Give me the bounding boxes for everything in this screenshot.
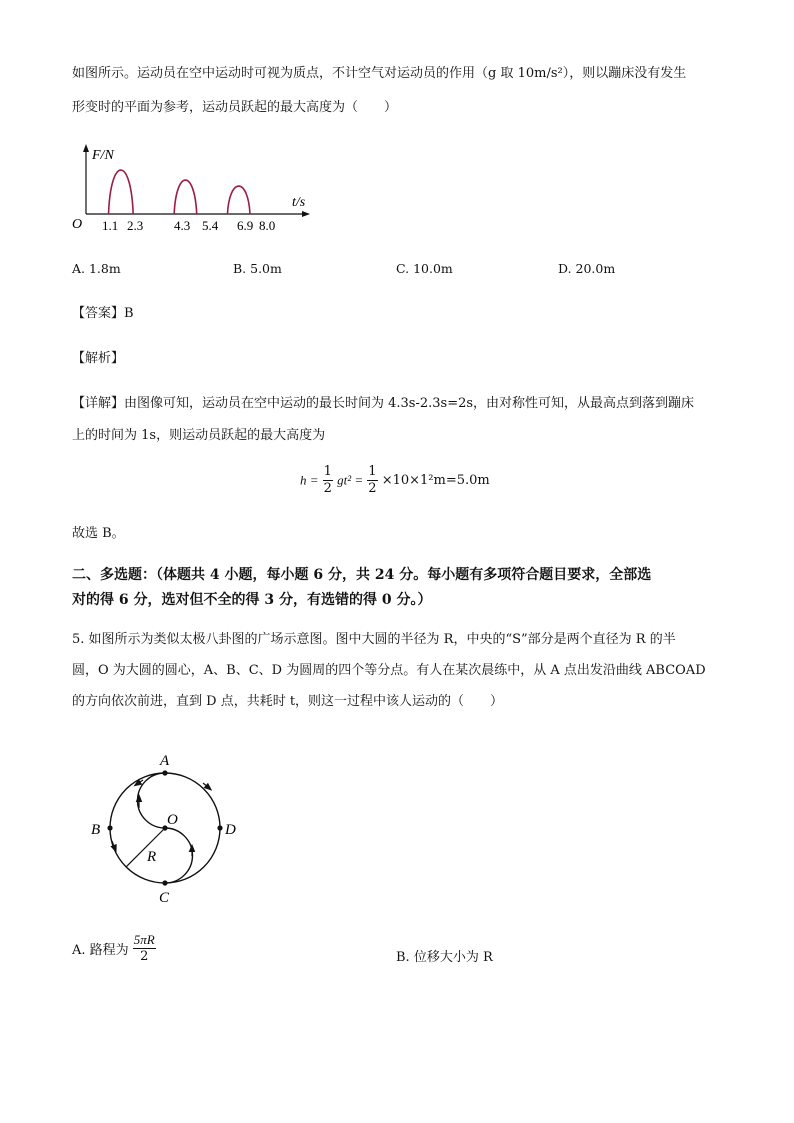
tick-4.3: 4.3 [174, 218, 191, 233]
q4-detail-line2: 上的时间为 1s，则运动员跃起的最大高度为 [72, 428, 326, 443]
q4-formula [300, 464, 490, 497]
fraction-2-numerator: 1 [368, 464, 377, 479]
q4-option-a[interactable]: A. 1.8m [72, 261, 121, 276]
q5-option-b[interactable]: B. 位移大小为 R [396, 950, 493, 965]
y-axis-label: F/N [92, 148, 114, 163]
force-pulse-3 [227, 186, 250, 214]
tick-1.1: 1.1 [102, 218, 119, 233]
point-a [162, 770, 167, 775]
s-curve-lower [165, 828, 192, 883]
tick-6.9: 6.9 [237, 218, 254, 233]
y-axis-arrow [83, 144, 89, 152]
q4-option-c[interactable]: C. 10.0m [396, 261, 453, 276]
label-r: R [147, 849, 157, 865]
formula-fraction-1 [323, 464, 333, 497]
label-o: O [167, 812, 178, 828]
q4-stem-line1: 如图所示。运动员在空中运动时可视为质点，不计空气对运动员的作用（g 取 10m/s²），则以蹦床没有发生 [72, 66, 687, 81]
point-d [217, 825, 222, 830]
fraction-1-numerator: 1 [323, 464, 332, 479]
x-axis-arrow [302, 211, 310, 217]
q4-option-b[interactable]: B. 5.0m [233, 261, 282, 276]
section-heading-line2: 对的得 6 分，选对但不全的得 3 分，有选错的得 0 分。） [72, 592, 432, 608]
section-heading-line1: 二、多选题：（体题共 4 小题，每小题 6 分，共 24 分。每小题有多项符合题目要求，全部选 [72, 567, 652, 583]
origin-label: O [72, 217, 83, 232]
q5-option-a[interactable] [72, 932, 156, 965]
force-pulses [109, 170, 250, 214]
formula-lhs: h = [300, 472, 319, 488]
formula-fraction-2 [367, 464, 377, 497]
q5-option-a-prefix: A. 路程为 [72, 943, 129, 958]
point-b [107, 825, 112, 830]
force-pulse-1 [109, 170, 134, 214]
q5-stem-line2: 圆，O 为大圆的圆心，A、B、C、D 为圆周的四个等分点。有人在某次晨练中，从 A 点出发沿曲线 ABCOAD [72, 663, 706, 678]
fraction-1-denominator: 2 [323, 481, 332, 496]
label-c: C [159, 890, 170, 906]
radius-line [126, 828, 165, 867]
tick-2.3: 2.3 [127, 218, 144, 233]
q5-stem-line1: 5. 如图所示为类似太极八卦图的广场示意图。图中大圆的半径为 R，中央的“S”部分是两个直径为 R 的半 [72, 632, 676, 647]
arrow-ad [203, 783, 209, 788]
tick-8.0: 8.0 [259, 218, 276, 233]
q5-option-a-denominator: 2 [140, 949, 149, 964]
q5-stem-line3: 的方向依次前进，直到 D 点，共耗时 t，则这一过程中该人运动的（ ） [72, 694, 504, 709]
force-pulse-2 [174, 180, 197, 214]
q5-option-a-numerator: 5πR [133, 932, 155, 947]
label-a: A [160, 753, 170, 769]
x-axis-label: t/s [292, 195, 306, 210]
point-c [162, 880, 167, 885]
force-time-graph [66, 140, 316, 240]
q4-answer: 【答案】B [72, 306, 134, 321]
formula-mid: gt² = [337, 472, 364, 488]
formula-rhs: ×10×1²m=5.0m [381, 473, 490, 488]
q4-option-d[interactable]: D. 20.0m [558, 261, 616, 276]
label-d: D [225, 822, 236, 838]
q4-detail-line1: 【详解】由图像可知，运动员在空中运动的最长时间为 4.3s-2.3s=2s，由对称性可知，从最高点到落到蹦床 [72, 396, 695, 411]
q4-conclusion: 故选 B。 [72, 526, 125, 541]
q5-option-a-fraction [133, 932, 156, 965]
tick-5.4: 5.4 [202, 218, 219, 233]
fraction-2-denominator: 2 [368, 481, 377, 496]
q4-stem-line2: 形变时的平面为参考，运动员跃起的最大高度为（ ） [72, 100, 398, 115]
taiji-diagram [85, 748, 245, 908]
q4-analysis-heading: 【解析】 [72, 351, 125, 366]
label-b: B [91, 822, 101, 838]
